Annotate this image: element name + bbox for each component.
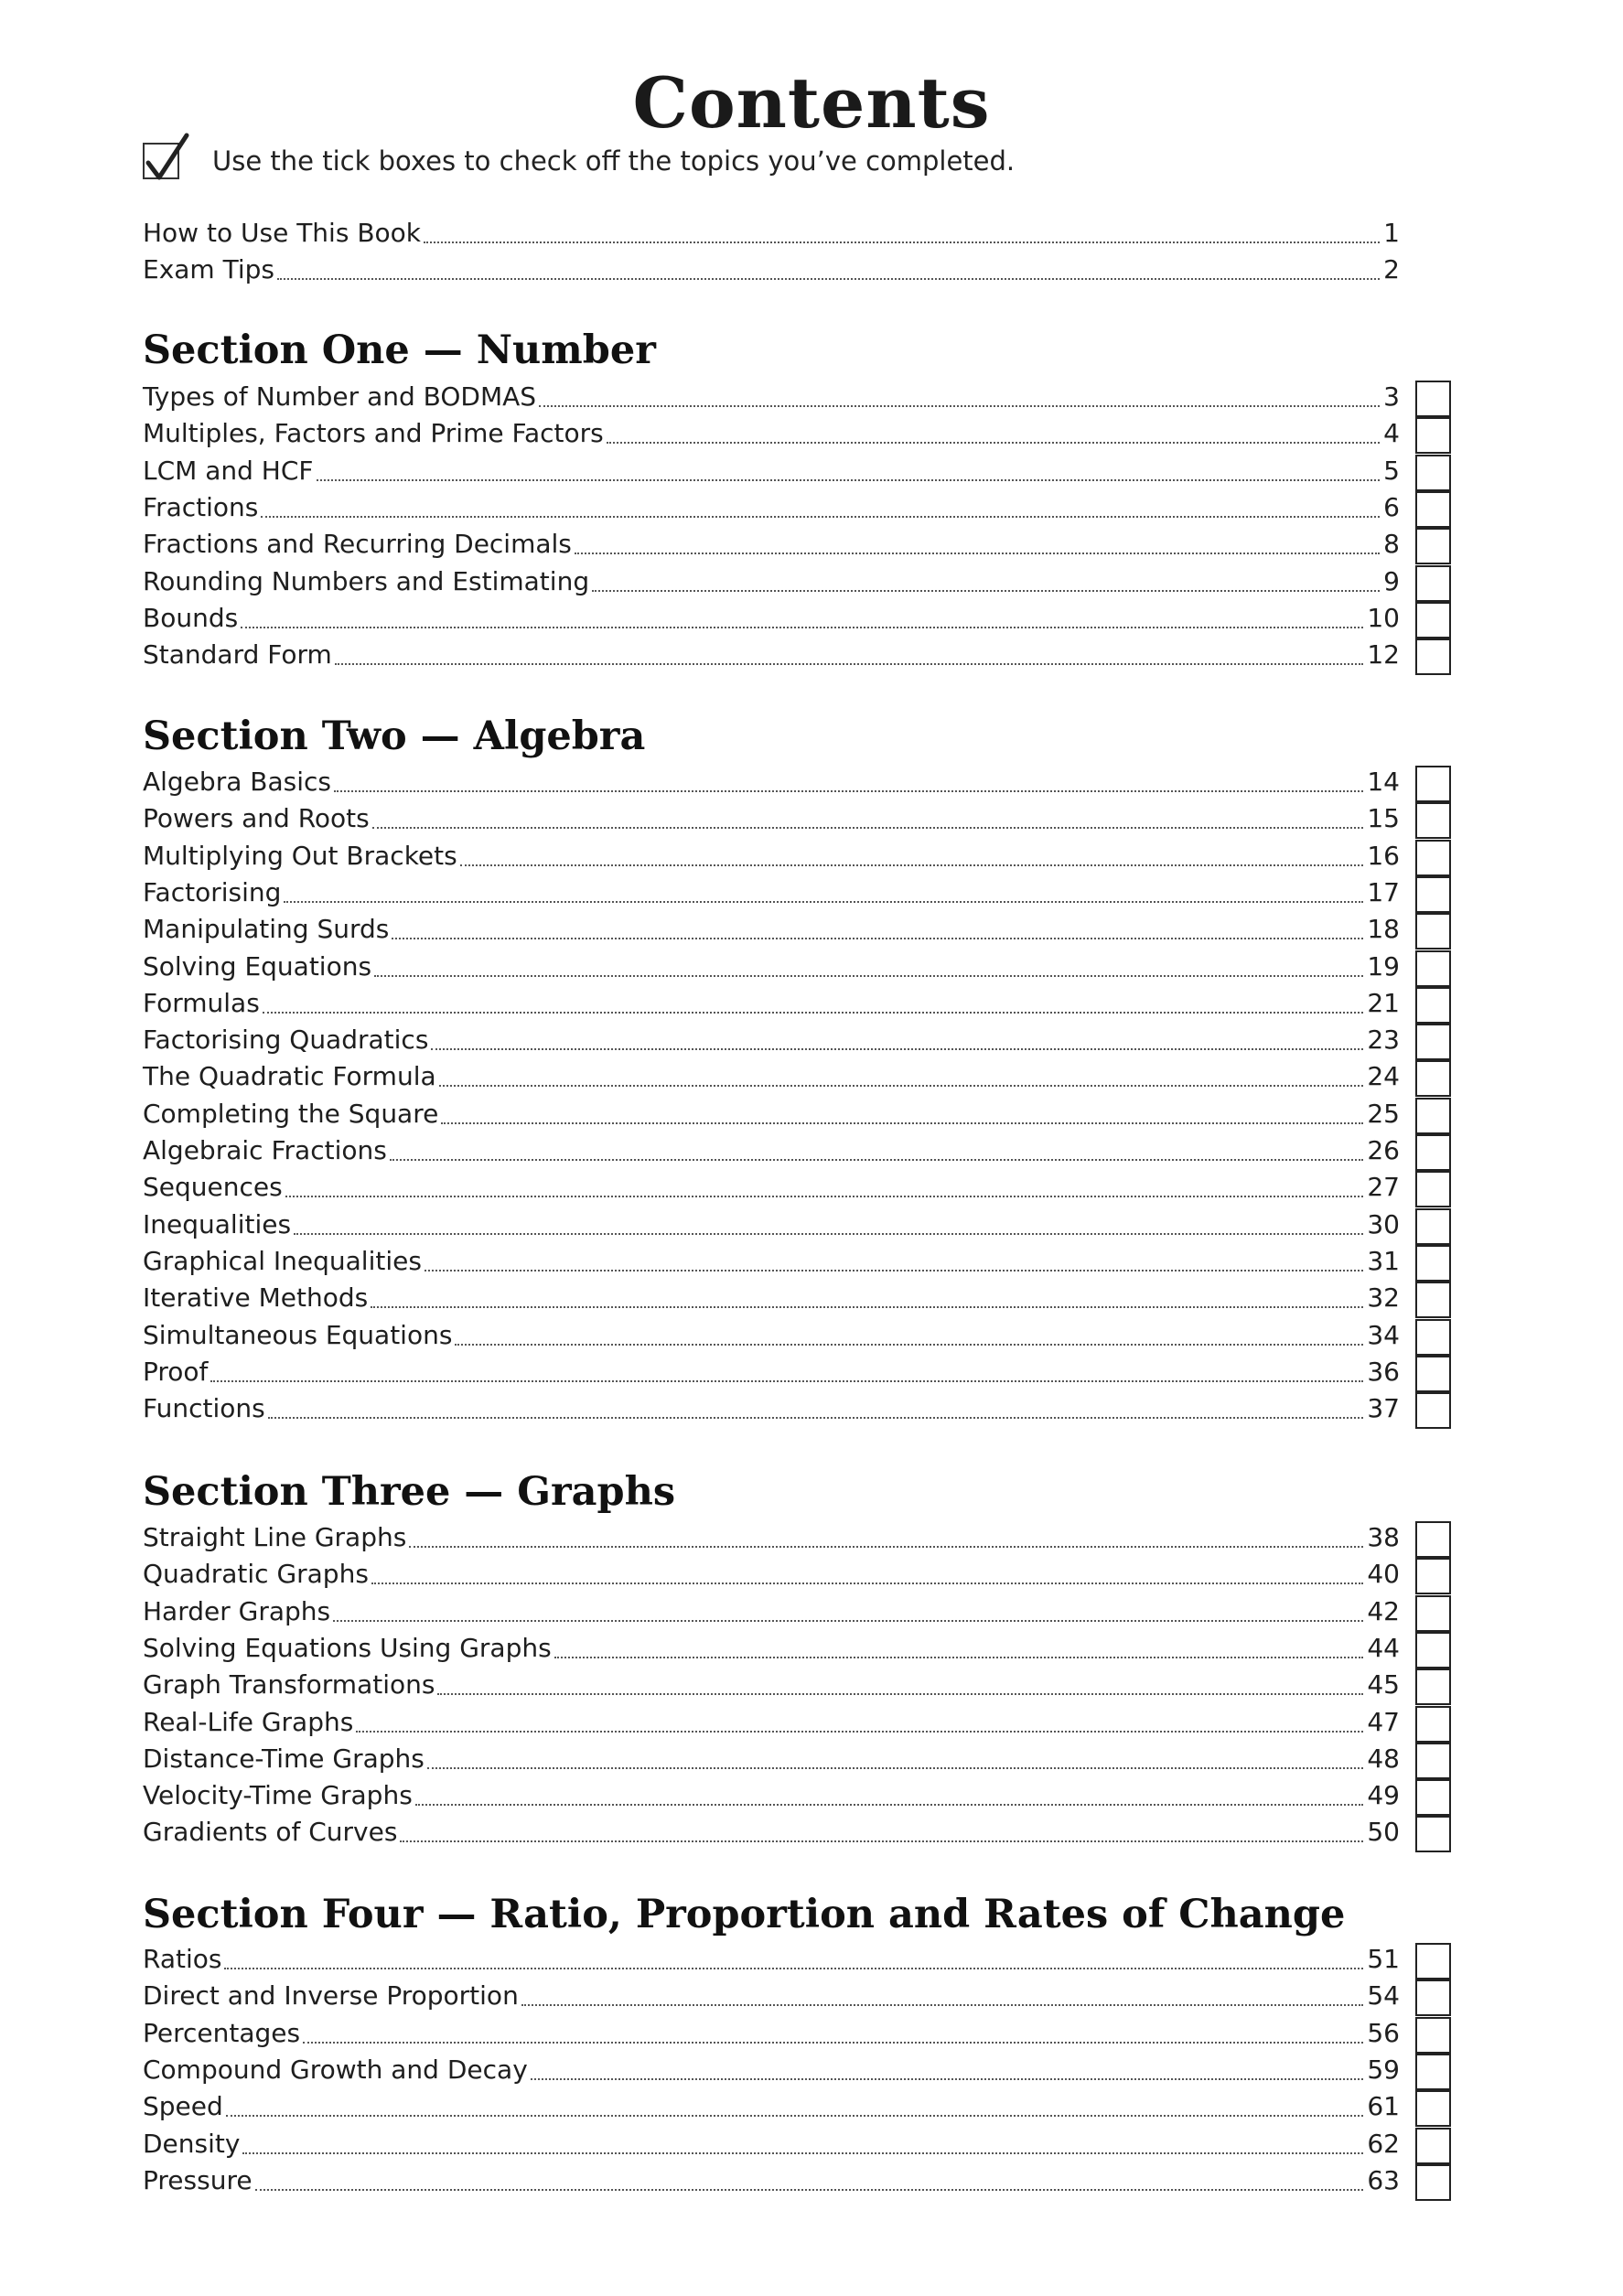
toc-entry[interactable] <box>143 2052 1400 2088</box>
completion-checkbox[interactable] <box>1415 2054 1451 2090</box>
toc-entry-page: 15 <box>1367 803 1400 833</box>
toc-entry[interactable] <box>143 1593 1400 1630</box>
completion-checkbox[interactable] <box>1415 1134 1451 1171</box>
dot-leader <box>333 1620 1363 1622</box>
completion-checkbox[interactable] <box>1415 1171 1451 1207</box>
completion-checkbox[interactable] <box>1415 602 1451 638</box>
completion-checkbox[interactable] <box>1415 1632 1451 1668</box>
toc-entry[interactable] <box>143 1704 1400 1741</box>
toc-entry[interactable] <box>143 2088 1400 2125</box>
dot-leader <box>261 516 1380 518</box>
toc-entry-page: 18 <box>1367 914 1400 944</box>
toc-entry[interactable] <box>143 1978 1400 2014</box>
toc-entry[interactable] <box>143 874 1400 911</box>
toc-entry-page: 5 <box>1383 456 1400 486</box>
toc-entry-label: Straight Line Graphs <box>143 1522 407 1552</box>
toc-entry[interactable] <box>143 1941 1400 1978</box>
toc-entry-label: Factorising <box>143 877 282 907</box>
dot-leader <box>592 590 1380 592</box>
completion-checkbox[interactable] <box>1415 1595 1451 1632</box>
completion-checkbox[interactable] <box>1415 840 1451 876</box>
dot-leader <box>424 241 1380 243</box>
toc-entry-label: Completing the Square <box>143 1099 439 1129</box>
dot-leader <box>439 1085 1364 1087</box>
toc-entry[interactable] <box>143 1058 1400 1095</box>
toc-entry-label: Distance-Time Graphs <box>143 1743 425 1774</box>
dot-leader <box>415 1804 1364 1806</box>
dot-leader <box>335 663 1364 665</box>
dot-leader <box>255 2189 1364 2191</box>
toc-entry-page: 47 <box>1367 1707 1400 1737</box>
completion-checkbox[interactable] <box>1415 1816 1451 1852</box>
toc-entry-label: How to Use This Book <box>143 218 422 248</box>
dot-leader <box>277 278 1380 280</box>
toc-entry[interactable] <box>143 637 1400 673</box>
toc-entry-label: Algebraic Fractions <box>143 1135 387 1165</box>
completion-checkbox[interactable] <box>1415 950 1451 987</box>
dot-leader <box>356 1731 1363 1733</box>
toc-entry-page: 34 <box>1367 1320 1400 1350</box>
toc-entry[interactable] <box>143 1169 1400 1206</box>
toc-entry-label: Simultaneous Equations <box>143 1320 453 1350</box>
toc-entry[interactable] <box>143 800 1400 837</box>
toc-entry[interactable] <box>143 911 1400 948</box>
completion-checkbox[interactable] <box>1415 491 1451 528</box>
dot-leader <box>334 790 1363 792</box>
dot-leader <box>242 2152 1363 2154</box>
dot-leader <box>303 2042 1363 2044</box>
toc-entry-label: Gradients of Curves <box>143 1817 398 1847</box>
toc-entry-page: 37 <box>1367 1393 1400 1423</box>
toc-entry-page: 12 <box>1367 639 1400 670</box>
toc-entry-page: 16 <box>1367 841 1400 871</box>
completion-checkbox[interactable] <box>1415 2128 1451 2164</box>
completion-checkbox[interactable] <box>1415 1060 1451 1097</box>
toc-entry-page: 10 <box>1367 603 1400 633</box>
completion-checkbox[interactable] <box>1415 913 1451 950</box>
toc-entry-label: Solving Equations Using Graphs <box>143 1633 552 1663</box>
toc-entry-page: 21 <box>1367 988 1400 1018</box>
toc-entry-label: Velocity-Time Graphs <box>143 1780 413 1810</box>
toc-entry-label: Fractions <box>143 492 259 522</box>
dot-leader <box>521 2004 1364 2006</box>
toc-entry-how-to-use[interactable] <box>143 215 1400 252</box>
dot-leader <box>285 1196 1364 1197</box>
toc-entry-label: Bounds <box>143 603 239 633</box>
toc-entry-page: 3 <box>1383 381 1400 412</box>
checkmark-icon <box>143 132 190 183</box>
toc-entry[interactable] <box>143 1243 1400 1280</box>
completion-checkbox[interactable] <box>1415 1282 1451 1318</box>
completion-checkbox[interactable] <box>1415 2164 1451 2201</box>
dot-leader <box>531 2078 1364 2080</box>
dot-leader <box>226 2115 1364 2117</box>
completion-checkbox[interactable] <box>1415 455 1451 491</box>
toc-entry-page: 19 <box>1367 951 1400 982</box>
completion-checkbox[interactable] <box>1415 1558 1451 1594</box>
completion-checkbox[interactable] <box>1415 1943 1451 1979</box>
completion-checkbox[interactable] <box>1415 1098 1451 1134</box>
toc-entry-label: The Quadratic Formula <box>143 1061 436 1091</box>
dot-leader <box>284 901 1363 903</box>
example-tick-box <box>143 143 179 179</box>
toc-entry-label: Formulas <box>143 988 260 1018</box>
toc-entry[interactable] <box>143 1354 1400 1390</box>
dot-leader <box>539 405 1380 407</box>
toc-entry-page: 51 <box>1367 1944 1400 1974</box>
dot-leader <box>241 627 1363 628</box>
toc-entry[interactable] <box>143 1280 1400 1316</box>
completion-checkbox[interactable] <box>1415 987 1451 1024</box>
dot-leader <box>372 827 1364 829</box>
dot-leader <box>268 1417 1364 1419</box>
dot-leader <box>575 553 1380 554</box>
dot-leader <box>371 1583 1363 1584</box>
completion-checkbox[interactable] <box>1415 1521 1451 1558</box>
completion-checkbox[interactable] <box>1415 565 1451 602</box>
toc-entry[interactable] <box>143 563 1400 600</box>
toc-entry[interactable] <box>143 526 1400 563</box>
toc-entry-page: 56 <box>1367 2018 1400 2048</box>
dot-leader <box>437 1693 1363 1695</box>
toc-entry-page: 50 <box>1367 1817 1400 1847</box>
toc-entry-page: 27 <box>1367 1172 1400 1202</box>
completion-checkbox[interactable] <box>1415 2017 1451 2054</box>
toc-entry-label: Multiplying Out Brackets <box>143 841 457 871</box>
toc-entry-page: 42 <box>1367 1596 1400 1626</box>
toc-entry-label: Density <box>143 2129 241 2159</box>
section-heading-number: Section One — Number <box>143 327 656 373</box>
toc-entry-page: 59 <box>1367 2055 1400 2085</box>
completion-checkbox[interactable] <box>1415 381 1451 417</box>
toc-entry[interactable] <box>143 1022 1400 1058</box>
dot-leader <box>441 1122 1363 1124</box>
dot-leader <box>392 938 1363 939</box>
toc-entry[interactable] <box>143 1630 1400 1667</box>
toc-entry-label: Functions <box>143 1393 265 1423</box>
completion-checkbox[interactable] <box>1415 1319 1451 1356</box>
toc-entry-label: Factorising Quadratics <box>143 1025 429 1055</box>
dot-leader <box>374 975 1363 977</box>
dot-leader <box>425 1270 1363 1271</box>
toc-entry-page: 36 <box>1367 1357 1400 1387</box>
section-heading-ratio: Section Four — Ratio, Proportion and Rates of Change <box>143 1892 1346 1937</box>
toc-entry-page: 17 <box>1367 877 1400 907</box>
toc-entry[interactable] <box>143 2015 1400 2052</box>
completion-checkbox[interactable] <box>1415 1779 1451 1816</box>
toc-entry-page: 14 <box>1367 767 1400 797</box>
toc-entry-label: Speed <box>143 2091 223 2121</box>
completion-checkbox[interactable] <box>1415 1979 1451 2016</box>
dot-leader <box>460 864 1364 866</box>
toc-entry[interactable] <box>143 2126 1400 2162</box>
toc-entry-label: Harder Graphs <box>143 1596 331 1626</box>
toc-entry-label: Exam Tips <box>143 254 274 284</box>
toc-entry-page: 44 <box>1367 1633 1400 1663</box>
toc-entry[interactable] <box>143 1390 1400 1427</box>
completion-checkbox[interactable] <box>1415 417 1451 454</box>
toc-entry[interactable] <box>143 2162 1400 2199</box>
completion-checkbox[interactable] <box>1415 802 1451 839</box>
toc-entry-label: Standard Form <box>143 639 332 670</box>
dot-leader <box>294 1233 1363 1235</box>
completion-checkbox[interactable] <box>1415 528 1451 564</box>
toc-entry-label: Solving Equations <box>143 951 372 982</box>
toc-entry-page: 49 <box>1367 1780 1400 1810</box>
toc-entry[interactable] <box>143 949 1400 985</box>
toc-entry-label: Ratios <box>143 1944 222 1974</box>
completion-checkbox[interactable] <box>1415 876 1451 913</box>
toc-entry[interactable] <box>143 1814 1400 1851</box>
toc-entry[interactable] <box>143 600 1400 637</box>
completion-checkbox[interactable] <box>1415 638 1451 675</box>
toc-entry-label: Multiples, Factors and Prime Factors <box>143 418 604 448</box>
toc-entry-label: Manipulating Surds <box>143 914 390 944</box>
toc-entry[interactable] <box>143 1519 1400 1556</box>
toc-entry-label: Direct and Inverse Proportion <box>143 1980 519 2011</box>
toc-entry[interactable] <box>143 489 1400 526</box>
completion-checkbox[interactable] <box>1415 1356 1451 1392</box>
toc-entry-label: Iterative Methods <box>143 1282 369 1313</box>
completion-checkbox[interactable] <box>1415 2090 1451 2127</box>
dot-leader <box>427 1767 1363 1769</box>
toc-entry-page: 48 <box>1367 1743 1400 1774</box>
toc-entry[interactable] <box>143 1207 1400 1243</box>
toc-entry[interactable] <box>143 415 1400 452</box>
toc-entry-label: Real-Life Graphs <box>143 1707 354 1737</box>
toc-entry-page: 45 <box>1367 1669 1400 1700</box>
dot-leader <box>455 1344 1363 1346</box>
toc-entry-page: 61 <box>1367 2091 1400 2121</box>
toc-entry-page: 62 <box>1367 2129 1400 2159</box>
toc-entry-page: 24 <box>1367 1061 1400 1091</box>
toc-entry-label: Pressure <box>143 2165 253 2195</box>
toc-entry-page: 38 <box>1367 1522 1400 1552</box>
completion-checkbox[interactable] <box>1415 1668 1451 1705</box>
completion-checkbox[interactable] <box>1415 1208 1451 1245</box>
toc-entry-label: LCM and HCF <box>143 456 314 486</box>
toc-entry-page: 32 <box>1367 1282 1400 1313</box>
section-heading-algebra: Section Two — Algebra <box>143 713 646 759</box>
toc-entry-page: 63 <box>1367 2165 1400 2195</box>
toc-entry-page: 25 <box>1367 1099 1400 1129</box>
toc-entry-label: Quadratic Graphs <box>143 1559 369 1589</box>
dot-leader <box>554 1657 1364 1658</box>
toc-entry-page: 54 <box>1367 1980 1400 2011</box>
toc-entry-page: 31 <box>1367 1246 1400 1276</box>
dot-leader <box>390 1159 1364 1161</box>
toc-entry-page: 6 <box>1383 492 1400 522</box>
dot-leader <box>431 1048 1363 1050</box>
toc-entry-label: Graphical Inequalities <box>143 1246 422 1276</box>
toc-entry-page: 4 <box>1383 418 1400 448</box>
toc-entry[interactable] <box>143 1132 1400 1169</box>
toc-entry[interactable] <box>143 1741 1400 1777</box>
dot-leader <box>263 1012 1364 1014</box>
toc-entry-label: Sequences <box>143 1172 283 1202</box>
toc-entry[interactable] <box>143 1096 1400 1132</box>
completion-checkbox[interactable] <box>1415 1743 1451 1779</box>
toc-entry-label: Rounding Numbers and Estimating <box>143 566 590 596</box>
toc-entry[interactable] <box>143 1667 1400 1703</box>
completion-checkbox[interactable] <box>1415 766 1451 802</box>
toc-entry-page: 1 <box>1383 218 1400 248</box>
toc-entry-page: 30 <box>1367 1209 1400 1239</box>
dot-leader <box>210 1380 1363 1382</box>
dot-leader <box>224 1968 1363 1969</box>
toc-entry-exam-tips[interactable] <box>143 252 1400 288</box>
toc-entry-label: Powers and Roots <box>143 803 370 833</box>
completion-checkbox[interactable] <box>1415 1024 1451 1060</box>
page-title: Contents <box>632 62 991 144</box>
toc-entry-label: Compound Growth and Decay <box>143 2055 528 2085</box>
toc-entry[interactable] <box>143 1317 1400 1354</box>
dot-leader <box>317 479 1381 481</box>
toc-entry-label: Types of Number and BODMAS <box>143 381 537 412</box>
toc-entry-label: Graph Transformations <box>143 1669 435 1700</box>
dot-leader <box>409 1546 1363 1548</box>
completion-checkbox[interactable] <box>1415 1706 1451 1743</box>
toc-entry[interactable] <box>143 379 1400 415</box>
completion-checkbox[interactable] <box>1415 1245 1451 1282</box>
instruction-text: Use the tick boxes to check off the topics you’ve completed. <box>212 145 1016 177</box>
toc-entry-page: 40 <box>1367 1559 1400 1589</box>
toc-entry[interactable] <box>143 985 1400 1022</box>
toc-entry-page: 23 <box>1367 1025 1400 1055</box>
toc-entry-label: Algebra Basics <box>143 767 331 797</box>
toc-entry-page: 26 <box>1367 1135 1400 1165</box>
dot-leader <box>400 1840 1363 1842</box>
toc-entry-page: 2 <box>1383 254 1400 284</box>
toc-entry-label: Inequalities <box>143 1209 292 1239</box>
toc-entry-page: 8 <box>1383 529 1400 559</box>
toc-entry[interactable] <box>143 1777 1400 1814</box>
dot-leader <box>607 442 1380 444</box>
toc-entry-label: Percentages <box>143 2018 301 2048</box>
toc-entry[interactable] <box>143 838 1400 874</box>
toc-entry[interactable] <box>143 1556 1400 1593</box>
toc-entry[interactable] <box>143 453 1400 489</box>
section-heading-graphs: Section Three — Graphs <box>143 1469 676 1515</box>
tick-instruction <box>143 137 1015 185</box>
toc-entry-page: 9 <box>1383 566 1400 596</box>
toc-entry-label: Proof <box>143 1357 209 1387</box>
completion-checkbox[interactable] <box>1415 1392 1451 1429</box>
toc-entry[interactable] <box>143 764 1400 800</box>
dot-leader <box>371 1306 1363 1308</box>
toc-entry-label: Fractions and Recurring Decimals <box>143 529 572 559</box>
